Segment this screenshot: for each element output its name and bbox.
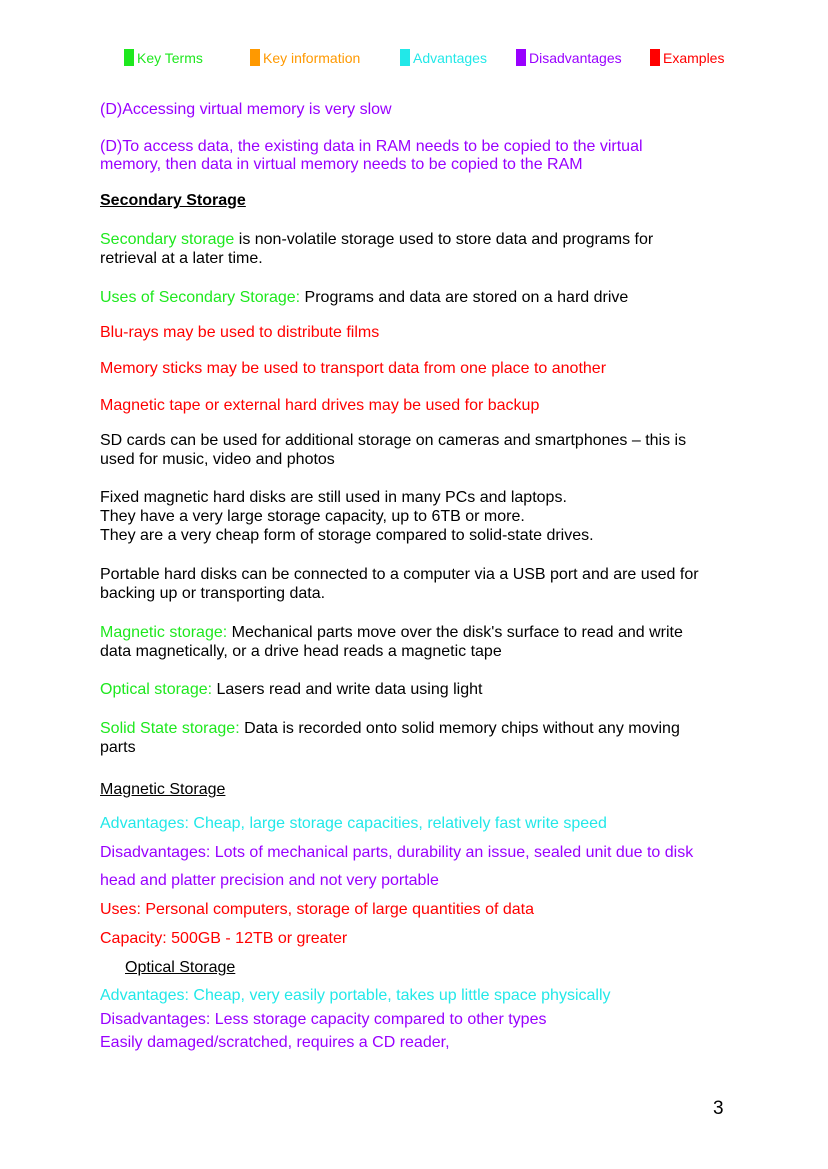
legend-item-key-terms: [124, 49, 203, 66]
key-term: Optical storage:: [100, 681, 213, 698]
text-line: [100, 230, 653, 249]
text-segment: Portable hard disks can be connected to a computer via a USB port and are used for: [100, 566, 699, 583]
text-segment: Capacity: 500GB - 12TB or greater: [100, 930, 348, 947]
text-line: [100, 565, 699, 584]
legend-label: Disadvantages: [529, 49, 622, 66]
text-segment: Disadvantages: Lots of mechanical parts, durability an issue, sealed unit due to disk: [100, 844, 694, 861]
text-line: [100, 359, 606, 378]
section-heading: [100, 191, 246, 210]
text-line: [100, 871, 439, 890]
text-segment: Disadvantages: Less storage capacity compared to other types: [100, 1011, 547, 1028]
text-segment: Magnetic Storage: [100, 781, 226, 798]
legend-swatch-icon: [250, 49, 260, 66]
text-segment: Magnetic tape or external hard drives may be used for backup: [100, 397, 540, 414]
legend-label: Advantages: [413, 49, 487, 66]
text-segment: retrieval at a later time.: [100, 250, 263, 267]
text-segment: Data is recorded onto solid memory chips without any moving: [239, 720, 680, 737]
text-line: [100, 431, 686, 450]
text-line: [100, 488, 567, 507]
legend-swatch-icon: [400, 49, 410, 66]
text-segment: (D)Accessing virtual memory is very slow: [100, 101, 392, 118]
text-line: [100, 814, 607, 833]
text-segment: Advantages: Cheap, very easily portable, takes up little space physically: [100, 987, 611, 1004]
text-segment: (D)To access data, the existing data in RAM needs to be copied to the virtual: [100, 138, 643, 155]
text-segment: Advantages: Cheap, large storage capacities, relatively fast write speed: [100, 815, 607, 832]
text-line: [100, 450, 335, 469]
text-segment: They have a very large storage capacity, up to 6TB or more.: [100, 508, 525, 525]
section-heading: [100, 780, 225, 799]
text-segment: parts: [100, 739, 136, 756]
legend-item-key-information: [250, 49, 360, 66]
text-line: [100, 623, 683, 642]
text-line: [100, 155, 583, 174]
text-line: [100, 526, 594, 545]
key-term: Solid State storage:: [100, 720, 240, 737]
text-segment: They are a very cheap form of storage compared to solid-state drives.: [100, 527, 594, 544]
text-segment: Blu-rays may be used to distribute films: [100, 324, 380, 341]
text-segment: SD cards can be used for additional storage on cameras and smartphones – this is: [100, 432, 687, 449]
text-segment: Memory sticks may be used to transport data from one place to another: [100, 360, 607, 377]
text-segment: head and platter precision and not very portable: [100, 872, 439, 889]
text-line: [100, 843, 693, 862]
section-heading: [125, 958, 235, 977]
text-line: [100, 900, 534, 919]
text-segment: Easily damaged/scratched, requires a CD reader,: [100, 1034, 450, 1051]
text-segment: data magnetically, or a drive head reads a magnetic tape: [100, 643, 502, 660]
text-line: [100, 100, 392, 119]
legend-label: Key Terms: [137, 49, 203, 66]
text-segment: Lasers read and write data using light: [212, 681, 483, 698]
text-segment: used for music, video and photos: [100, 451, 335, 468]
text-line: [100, 719, 680, 738]
text-line: [100, 642, 502, 661]
text-segment: Programs and data are stored on a hard drive: [300, 289, 629, 306]
text-line: [100, 738, 136, 757]
legend-item-advantages: [400, 49, 487, 66]
text-line: [100, 1010, 546, 1029]
text-segment: memory, then data in virtual memory needs to be copied to the RAM: [100, 156, 583, 173]
text-line: [100, 249, 263, 268]
text-line: [100, 323, 379, 342]
text-line: [100, 929, 347, 948]
text-line: [100, 986, 611, 1005]
text-segment: backing up or transporting data.: [100, 585, 326, 602]
text-line: [100, 584, 325, 603]
text-line: [100, 680, 482, 699]
legend-swatch-icon: [516, 49, 526, 66]
legend-label: Key information: [263, 49, 361, 66]
text-line: [100, 1033, 450, 1052]
text-segment: Mechanical parts move over the disk's surface to read and write: [227, 624, 683, 641]
legend-item-disadvantages: [516, 49, 622, 66]
legend-swatch-icon: [650, 49, 660, 66]
text-line: [100, 137, 643, 156]
text-line: [100, 396, 539, 415]
legend-label: Examples: [663, 49, 725, 66]
text-segment: Optical Storage: [125, 959, 236, 976]
text-segment: Fixed magnetic hard disks are still used in many PCs and laptops.: [100, 489, 567, 506]
text-segment: is non-volatile storage used to store data and programs for: [234, 231, 654, 248]
legend-swatch-icon: [124, 49, 134, 66]
page-number: 3: [713, 1098, 724, 1119]
text-line: [100, 507, 525, 526]
text-segment: Secondary Storage: [100, 192, 246, 209]
legend-item-examples: [650, 49, 724, 66]
key-term: Uses of Secondary Storage:: [100, 289, 301, 306]
text-segment: Uses: Personal computers, storage of large quantities of data: [100, 901, 535, 918]
text-line: [100, 288, 628, 307]
key-term: Magnetic storage:: [100, 624, 228, 641]
key-term: Secondary storage: [100, 231, 235, 248]
